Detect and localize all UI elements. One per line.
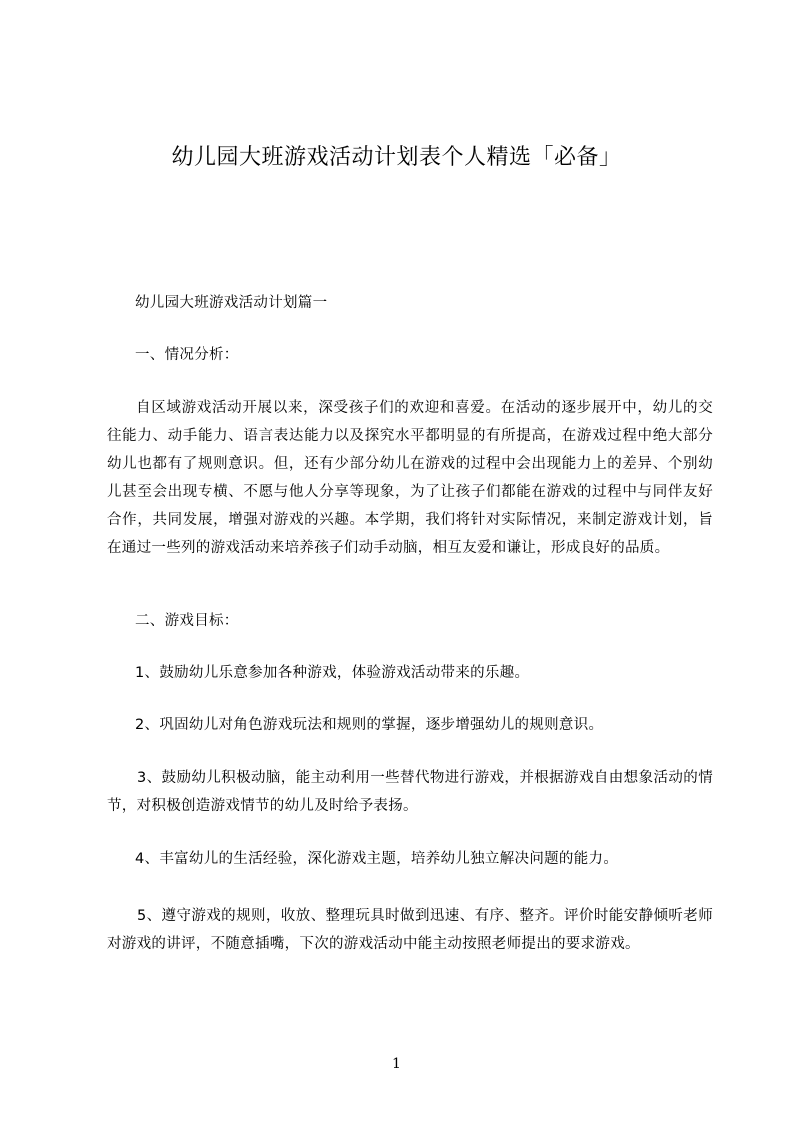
section1-paragraph: 自区域游戏活动开展以来，深受孩子们的欢迎和喜爱。在活动的逐步展开中，幼儿的交往能力、动手能力、语言表达能力以及探究水平都明显的有所提高，在游戏过程中绝大部分幼儿也都有了规则意识。但，还有少部分幼儿在游戏的过程中会出现能力上的差异、个别幼儿甚至会出现专横、不愿与他人分享等现象，为了让孩子们都能在游戏的过程中与同伴友好合作，共同发展，增强对游戏的兴趣。本学期，我们将针对实际情况，来制定游戏计划，旨在通过一些列的游戏活动来培养孩子们动手动脑，相互友爱和谦让，形成良好的品质。 <box>107 400 713 556</box>
section-subtitle: 幼儿园大班游戏活动计划篇一 <box>135 295 328 311</box>
section1-heading: 一、情况分析： <box>135 347 239 363</box>
goal-item-2: 2、巩固幼儿对角色游戏玩法和规则的掌握，逐步增强幼儿的规则意识。 <box>135 717 604 733</box>
goal-item-3: 3、鼓励幼儿积极动脑，能主动利用一些替代物进行游戏，并根据游戏自由想象活动的情节，对积极创造游戏情节的幼儿及时给予表扬。 <box>107 770 713 814</box>
document-title: 幼儿园大班游戏活动计划表个人精选「必备」 <box>171 145 622 170</box>
section2-heading: 二、游戏目标： <box>135 613 239 629</box>
goal-item-5: 5、遵守游戏的规则，收放、整理玩具时做到迅速、有序、整齐。评价时能安静倾听老师对游戏的讲评，不随意插嘴，下次的游戏活动中能主动按照老师提出的要求游戏。 <box>107 908 713 952</box>
goal-item-1: 1、鼓励幼儿乐意参加各种游戏，体验游戏活动带来的乐趣。 <box>135 665 530 681</box>
goal-item-4: 4、丰富幼儿的生活经验，深化游戏主题，培养幼儿独立解决问题的能力。 <box>135 851 619 867</box>
page-number: 1 <box>392 1056 401 1072</box>
